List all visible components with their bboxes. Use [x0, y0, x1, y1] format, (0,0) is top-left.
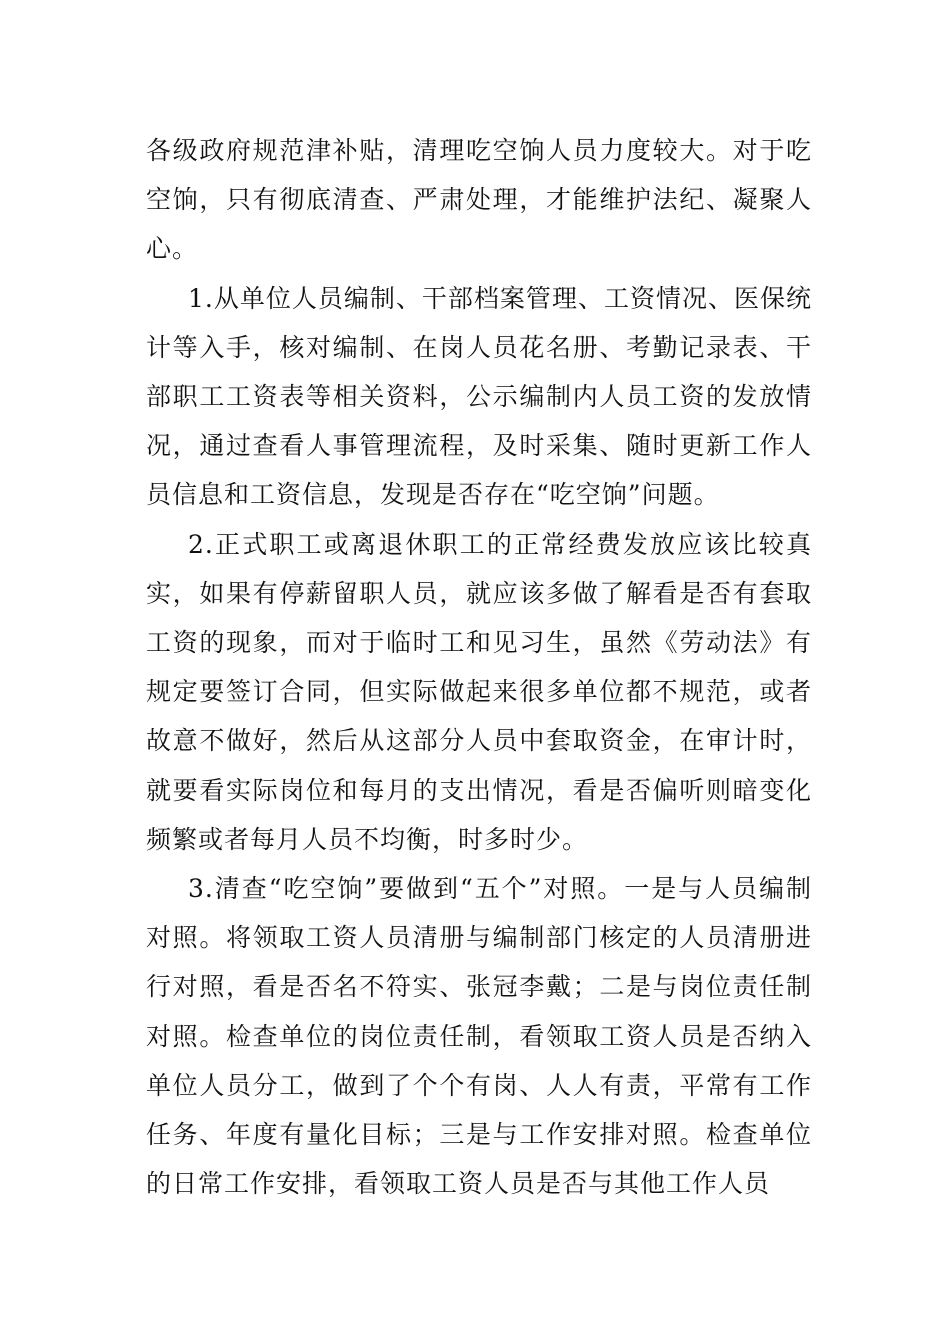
paragraph-item-1: 1.从单位人员编制、干部档案管理、工资情况、医保统计等入手，核对编制、在岗人员花名册、考勤记录表、干部职工工资表等相关资料，公示编制内人员工资的发放情况，通过查看人事管理流程，及时采集、随时更新工作人员信息和工资信息，发现是否存在“吃空饷”问题。 — [146, 283, 812, 510]
document-body — [146, 126, 812, 1208]
paragraph-item-3: 3.清查“吃空饷”要做到“五个”对照。一是与人员编制对照。将领取工资人员清册与编制部门核定的人员清册进行对照，看是否名不符实、张冠李戴；二是与岗位责任制对照。检查单位的岗位责任制，看领取工资人员是否纳入单位人员分工，做到了个个有岗、人人有责，平常有工作任务、年度有量化目标；三是与工作安排对照。检查单位的日常工作安排，看领取工资人员是否与其他工作人员 — [146, 874, 812, 1199]
paragraph-item-2: 2.正式职工或离退休职工的正常经费发放应该比较真实，如果有停薪留职人员，就应该多做了解看是否有套取工资的现象，而对于临时工和见习生，虽然《劳动法》有规定要签订合同，但实际做起来很多单位都不规范，或者故意不做好，然后从这部分人员中套取资金，在审计时，就要看实际岗位和每月的支出情况，看是否偏听则暗变化频繁或者每月人员不均衡，时多时少。 — [146, 529, 812, 854]
paragraph-intro-continued: 各级政府规范津补贴，清理吃空饷人员力度较大。对于吃空饷，只有彻底清查、严肃处理，才能维护法纪、凝聚人心。 — [146, 136, 812, 264]
